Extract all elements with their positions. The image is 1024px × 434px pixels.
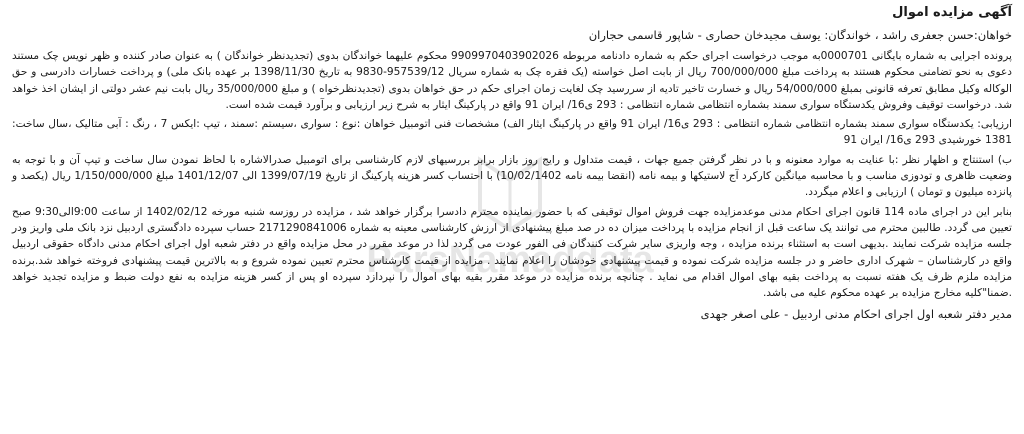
conclusion-paragraph: ب) استنتاج و اظهار نظر :با عنایت به موارد معنونه و با در نظر گرفتن جمیع جهات ، قیمت متداول و رایج روز بازار برابر بررسیهای لازم کارشناسی برای اتومبیل صدرالاشاره با لحاظ نمودن سال ساخت و تیپ آن و با توجه به وضعیت ظاهری و تودوزی مناسب و با محاسبه میانگین کارکرد آج لاستیکها و بیمه نامه (انقضا بیمه نامه 10/02/1402) با احتساب کسر هزینه پارکینگ از تاریخ 1399/07/19 الی 1401/12/07 مبلغ 1/150/000/000 ریال (یکصد و پانزده میلیون و تومان ) ارزیابی و اعلام میگردد. [12, 153, 1012, 199]
signature-line: مدیر دفتر شعبه اول اجرای احکام مدنی اردبیل - علی اصغر جهدی [700, 307, 1012, 322]
evaluation-paragraph: ارزیابی: یکدستگاه سواری سمند بشماره انتظامی شماره انتظامی : 293 ی16/ ایران 91 واقع در پارکینگ ایثار الف) مشخصات فنی اتومبیل خواهان :نوع : سواری ،سیستم :سمند ، تیپ :ایکس 7 ، رنگ : آبی متالیک ،سال ساخت: 1381 خورشیدی 293 ی16/ ایران 91 [12, 118, 1012, 147]
parties-line: خواهان:حسن جعفری راشد ، خواندگان: یوسف مجیدخان حصاری - شاپور قاسمی حجاران [588, 28, 1012, 42]
auction-terms-paragraph: بنابر این در اجرای ماده 114 قانون اجرای احکام مدنی موعدمزایده جهت فروش اموال توقیفی که با حضور نماینده محترم دادسرا برگزار خواهد شد ، مزایده در روزسه شنبه مورخه 1402/02/12 از ساعت 9:00الی9:30 صبح تعیین می گردد. طالبین محترم می توانند یک ساعت قبل از انجام مزایده با پرداخت میزان ده در صد مبلغ پیشنهادی از ارزش کارشناسی معینه به شماره 2171290841006 حساب سپرده دادگستری اردبیل نزد بانک ملی واریز ودر جلسه مزایده شرکت نمایند .بدیهی است به استثناء برنده مزایده ، وجه واریزی سایر شرکت کنندگان فی الفور عودت می گردد لذا در موعد مقرر در محل مزایده واقع در دفتر شعبه اول اجرای احکام مدنی دادگاه حقوقی اردبیل واقع در کارشناسان – شهرک اداری حاضر و در جلسه مزایده شرکت نموده و قیمت پیشنهادی خودشان را اعلام نمایند . مزایده از قیمت کارشناس محترم تعیین نموده شروع و به بالاترین قیمت پیشنهادی فروخته خواهد شد.برنده مزایده ملزم ظرف یک هفته نسبت به پرداخت بقیه بهای اموال اقدام می نماید . چنانچه برنده مزایده در موعد مقرر بقیه بهای اموال را نپردازد سپرده او پس از کسر هزینه مزایده به نفع دولت ضبط و مزایده تجدید خواهد .ضمنا"کلیه مخارج مزایده بر عهده محکوم علیه می باشد. [12, 205, 1012, 300]
case-paragraph: پرونده اجرایی به شماره بایگانی 0000701به موجب درخواست اجرای حکم به شماره دادنامه مربوطه 9909970403902026 محکوم علیهما خواندگان بدوی (تجدیدنظر خواندگان ) به عنوان صادر کننده و ظهر نویس چک مستند دعوی به نحو تضامنی محکوم هستند به پرداخت مبلغ 700/000/000 ریال از بابت اصل خواسته (یک فقره چک به شماره سریال 957539/12-9830 به تاریخ 1398/11/30 بر عهده بانک ملی) و پرداخت خسارات دادرسی و حق الوکاله وکیل مطابق تعرفه قانونی بمبلغ 54/000/000 ریال و خسارت تاخیر تادیه از سررسید چک لغایت زمان اجرای حکم در حق خواهان بدوی (تجدیدنظرخواه ) و مبلغ 35/000/000 ریال بابت نیم عشر دولتی از ایشان اخذ خواهد شد. درخواست توقیف وفروش یکدستگاه سواری سمند بشماره انتظامی شماره انتظامی : 293 ی16/ ایران 91 واقع در پارکینگ ایثار به شرح زیر ارزیابی و برآورد قیمت شده است. [12, 50, 1012, 111]
notice-title: آگهی مزایده اموال [892, 5, 1012, 20]
watermark-text: ParsNamaddata [366, 239, 654, 281]
